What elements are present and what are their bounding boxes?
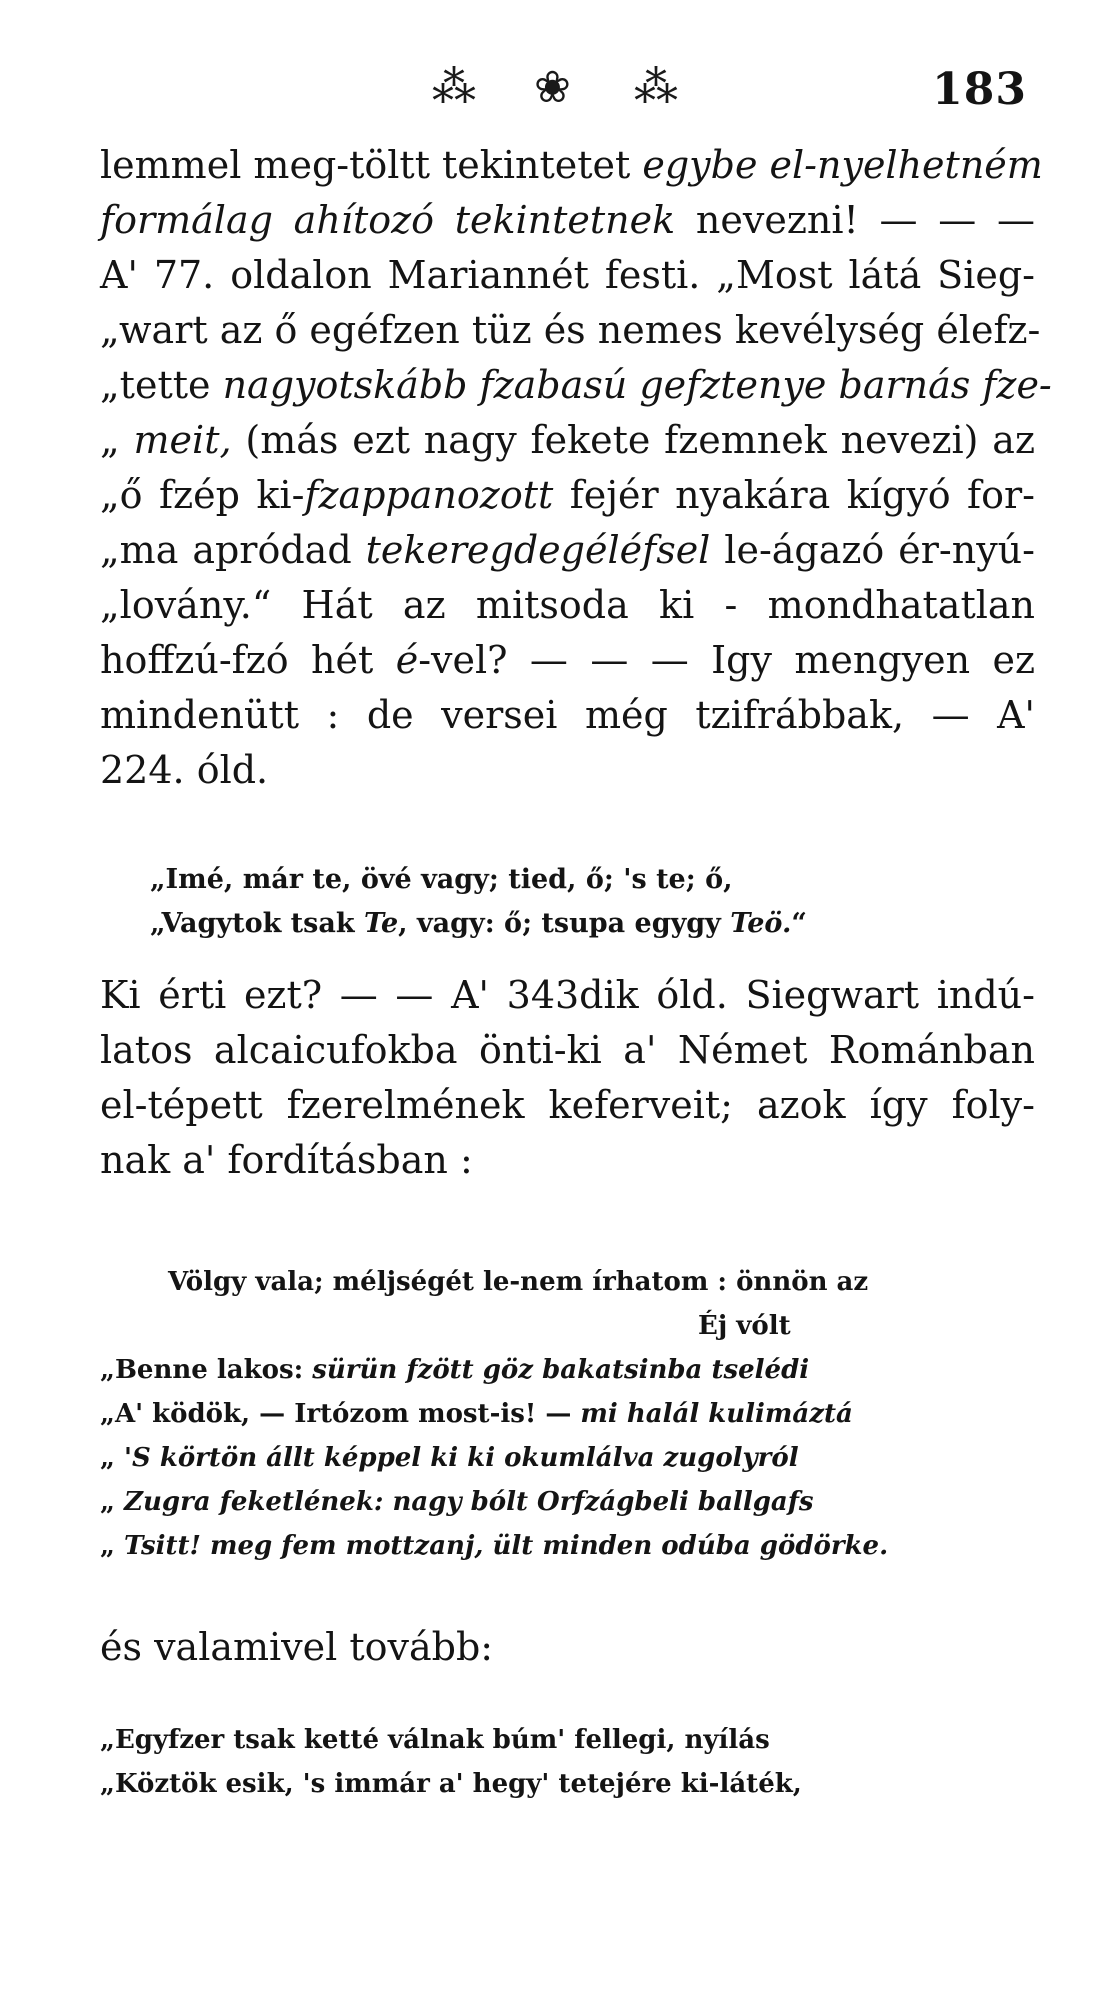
- text-line: formálag ahítozó tekintetnek nevezni! — — —: [100, 198, 1035, 242]
- text-line: A' 77. oldalon Mariannét festi. „Most látá Sieg-: [100, 253, 1035, 297]
- paragraph-3: és valamivel tovább:: [100, 1625, 494, 1669]
- text-line: „wart az ő egéfzen tüz és nemes kevélység élefz-: [100, 308, 1041, 352]
- text-line: latos alcaicufokba önti-ki a' Német Románban: [100, 1028, 1035, 1072]
- verse-line: „Köztök esik, 's immár a' hegy' tetejére ki-láték,: [100, 1769, 802, 1799]
- verse-quote-2: [100, 1260, 1035, 1568]
- verse-line: Völgy vala; méljségét le-nem írhatom : önnön az: [168, 1267, 869, 1297]
- paragraph-2: [100, 968, 1035, 1188]
- verse-line: „A' ködök, — Irtózom most-is! — mi halál kulimáztá: [100, 1399, 853, 1429]
- verse-line: „Egyfzer tsak ketté válnak búm' fellegi, nyílás: [100, 1725, 770, 1755]
- verse-line: „ Tsitt! meg fem mottzanj, ült minden odúba gödörke.: [100, 1531, 889, 1561]
- text-line: „tette nagyotskább fzabasú gefztenye barnás fze-: [100, 363, 1052, 407]
- text-line: hoffzú-fzó hét é-vel? — — — Igy mengyen ez: [100, 638, 1035, 682]
- verse-line: „ 'S körtön állt képpel ki ki okumlálva zugolyról: [100, 1443, 799, 1473]
- text-line: lemmel meg-töltt tekintetet egybe el-nyelhetném: [100, 143, 1043, 187]
- verse-line: „Imé, már te, övé vagy; tied, ő; 's te; ő,: [150, 864, 733, 895]
- verse-line: Éj vólt: [698, 1311, 791, 1341]
- paragraph-1: [100, 138, 1052, 798]
- running-head: [0, 58, 1115, 118]
- text-line: 224. óld.: [100, 748, 269, 792]
- verse-line: „ Zugra feketlének: nagy bólt Orfzágbeli ballgafs: [100, 1487, 814, 1517]
- ornament-right-icon: ⁂: [634, 62, 678, 113]
- text-line: nak a' fordításban :: [100, 1138, 473, 1182]
- ornament-center-icon: ❀: [534, 62, 571, 113]
- text-line: mindenütt : de versei még tzifrábbak, — A': [100, 693, 1035, 737]
- text-line: „ő fzép ki-fzappanozott fejér nyakára kígyó for-: [100, 473, 1035, 517]
- verse-line: „Vagytok tsak Te, vagy: ő; tsupa egygy Teö.“: [150, 908, 807, 939]
- verse-line: „Benne lakos: sürün fzött göz bakatsinba tselédi: [100, 1355, 810, 1385]
- ornament-left-icon: ⁂: [432, 62, 476, 113]
- text-line: „ma apródad tekeregdegéléfsel le-ágazó ér-nyú-: [100, 528, 1035, 572]
- verse-quote-1: [150, 858, 1000, 946]
- text-line: Ki érti ezt? — — A' 343dik óld. Siegwart indú-: [100, 973, 1035, 1017]
- text-line: „lovány.“ Hát az mitsoda ki - mondhatatlan: [100, 583, 1035, 627]
- text-line: el-tépett fzerelmének keferveit; azok így foly-: [100, 1083, 1035, 1127]
- verse-quote-3: [100, 1718, 1035, 1806]
- page-number: 183: [932, 64, 1027, 115]
- text-line: „ meit, (más ezt nagy fekete fzemnek nevezi) az: [100, 418, 1035, 462]
